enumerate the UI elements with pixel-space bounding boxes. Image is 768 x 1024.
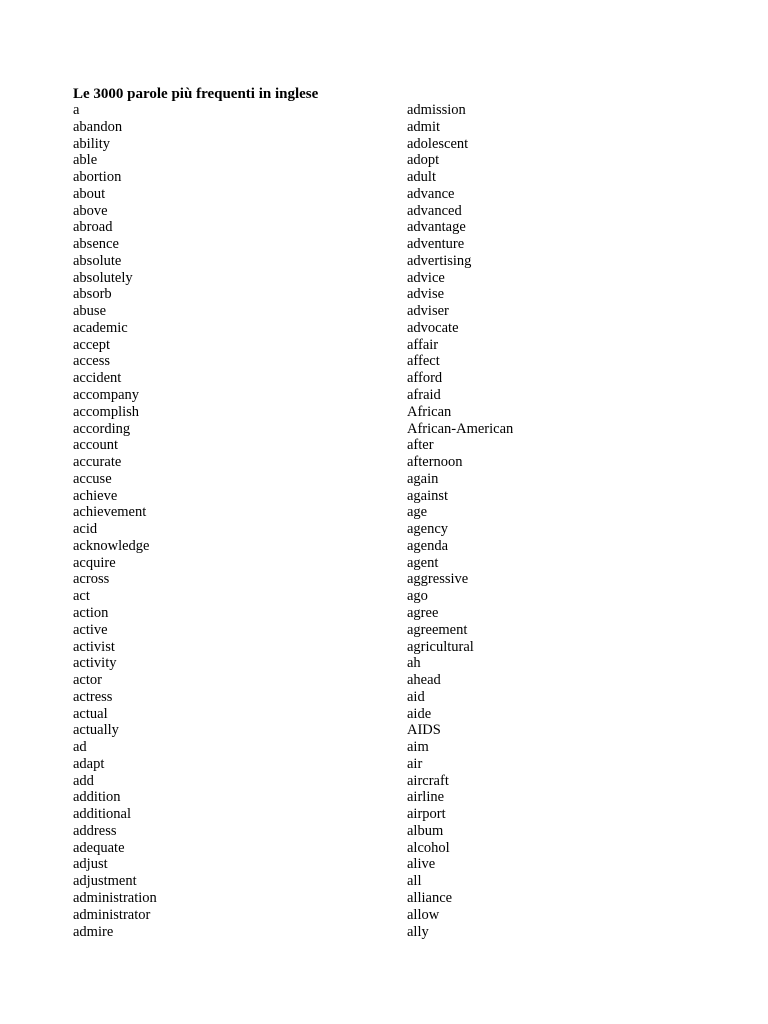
word-item: agreement xyxy=(407,621,468,638)
word-item: advance xyxy=(407,185,455,202)
word-item: adjustment xyxy=(73,873,137,890)
word-item: achievement xyxy=(73,504,147,521)
word-item: acquire xyxy=(73,554,116,571)
word-item: AIDS xyxy=(407,722,441,739)
word-item: account xyxy=(73,437,119,454)
word-item: advanced xyxy=(407,202,462,219)
word-item: accuse xyxy=(73,470,112,487)
word-item: address xyxy=(73,822,117,839)
word-item: actually xyxy=(73,722,119,739)
word-item: a xyxy=(73,102,80,118)
word-item: activity xyxy=(73,655,117,672)
word-item: abandon xyxy=(73,118,123,135)
word-item: academic xyxy=(73,319,128,336)
word-item: advice xyxy=(407,269,445,286)
word-item: agency xyxy=(407,521,449,538)
word-item: advise xyxy=(407,286,445,303)
word-item: act xyxy=(73,588,90,605)
word-list-left xyxy=(73,102,157,940)
word-item: about xyxy=(73,185,106,202)
page-title: Le 3000 parole più frequenti in inglese xyxy=(73,86,319,102)
word-item: alive xyxy=(407,856,436,873)
word-item: activist xyxy=(73,638,115,655)
word-item: abortion xyxy=(73,169,122,186)
word-item: air xyxy=(407,755,423,772)
word-item: admit xyxy=(407,118,441,135)
word-item: airline xyxy=(407,789,445,806)
word-item: afternoon xyxy=(407,454,463,471)
word-item: allow xyxy=(407,906,440,923)
word-item: album xyxy=(407,822,444,839)
word-item: addition xyxy=(73,789,121,806)
word-item: accompany xyxy=(73,387,140,404)
word-item: affair xyxy=(407,336,439,353)
word-item: adapt xyxy=(73,755,105,772)
word-item: advocate xyxy=(407,319,459,336)
word-item: aid xyxy=(407,688,425,705)
word-item: airport xyxy=(407,806,446,823)
word-item: additional xyxy=(73,806,131,823)
word-item: above xyxy=(73,202,108,219)
word-item: able xyxy=(73,152,98,169)
word-item: ahead xyxy=(407,672,441,689)
word-item: actress xyxy=(73,688,113,705)
word-item: advantage xyxy=(407,219,466,236)
word-item: again xyxy=(407,470,439,487)
word-item: alliance xyxy=(407,889,453,906)
word-item: against xyxy=(407,487,449,504)
word-list-right xyxy=(407,102,513,940)
word-item: abroad xyxy=(73,219,113,236)
word-item: agree xyxy=(407,604,439,621)
word-item: absorb xyxy=(73,286,112,303)
word-item: afraid xyxy=(407,387,441,404)
word-item: after xyxy=(407,437,434,454)
word-item: absolutely xyxy=(73,269,133,286)
word-item: African-American xyxy=(407,420,514,437)
word-item: accurate xyxy=(73,454,122,471)
word-item: accident xyxy=(73,370,122,387)
word-item: ad xyxy=(73,739,87,756)
word-item: admire xyxy=(73,923,114,940)
word-item: adequate xyxy=(73,839,125,856)
word-item: adviser xyxy=(407,303,449,320)
word-item: according xyxy=(73,420,131,437)
word-item: ally xyxy=(407,923,429,940)
word-item: actor xyxy=(73,672,102,689)
word-item: aim xyxy=(407,739,429,756)
word-item: adolescent xyxy=(407,135,469,152)
word-item: absolute xyxy=(73,252,122,269)
word-item: adult xyxy=(407,169,436,186)
word-item: afford xyxy=(407,370,443,387)
word-item: achieve xyxy=(73,487,118,504)
word-item: acknowledge xyxy=(73,537,150,554)
word-item: aide xyxy=(407,705,432,722)
word-item: adventure xyxy=(407,236,465,253)
word-item: ago xyxy=(407,588,428,605)
word-item: actual xyxy=(73,705,108,722)
word-item: advertising xyxy=(407,252,472,269)
word-item: ability xyxy=(73,135,111,152)
word-item: accomplish xyxy=(73,403,140,420)
word-item: age xyxy=(407,504,428,521)
word-item: admission xyxy=(407,102,466,118)
word-item: affect xyxy=(407,353,440,370)
word-item: accept xyxy=(73,336,111,353)
word-item: agent xyxy=(407,554,439,571)
word-item: all xyxy=(407,873,422,890)
word-item: administration xyxy=(73,889,157,906)
word-item: access xyxy=(73,353,111,370)
word-item: active xyxy=(73,621,108,638)
word-item: aircraft xyxy=(407,772,449,789)
word-item: absence xyxy=(73,236,119,253)
word-item: action xyxy=(73,604,109,621)
word-item: ah xyxy=(407,655,421,672)
word-item: adjust xyxy=(73,856,108,873)
word-item: agricultural xyxy=(407,638,474,655)
word-item: adopt xyxy=(407,152,440,169)
word-item: agenda xyxy=(407,537,449,554)
word-item: across xyxy=(73,571,110,588)
word-item: abuse xyxy=(73,303,107,320)
word-item: aggressive xyxy=(407,571,469,588)
word-item: alcohol xyxy=(407,839,450,856)
word-item: administrator xyxy=(73,906,151,923)
word-item: acid xyxy=(73,521,98,538)
word-item: add xyxy=(73,772,94,789)
word-item: African xyxy=(407,403,452,420)
